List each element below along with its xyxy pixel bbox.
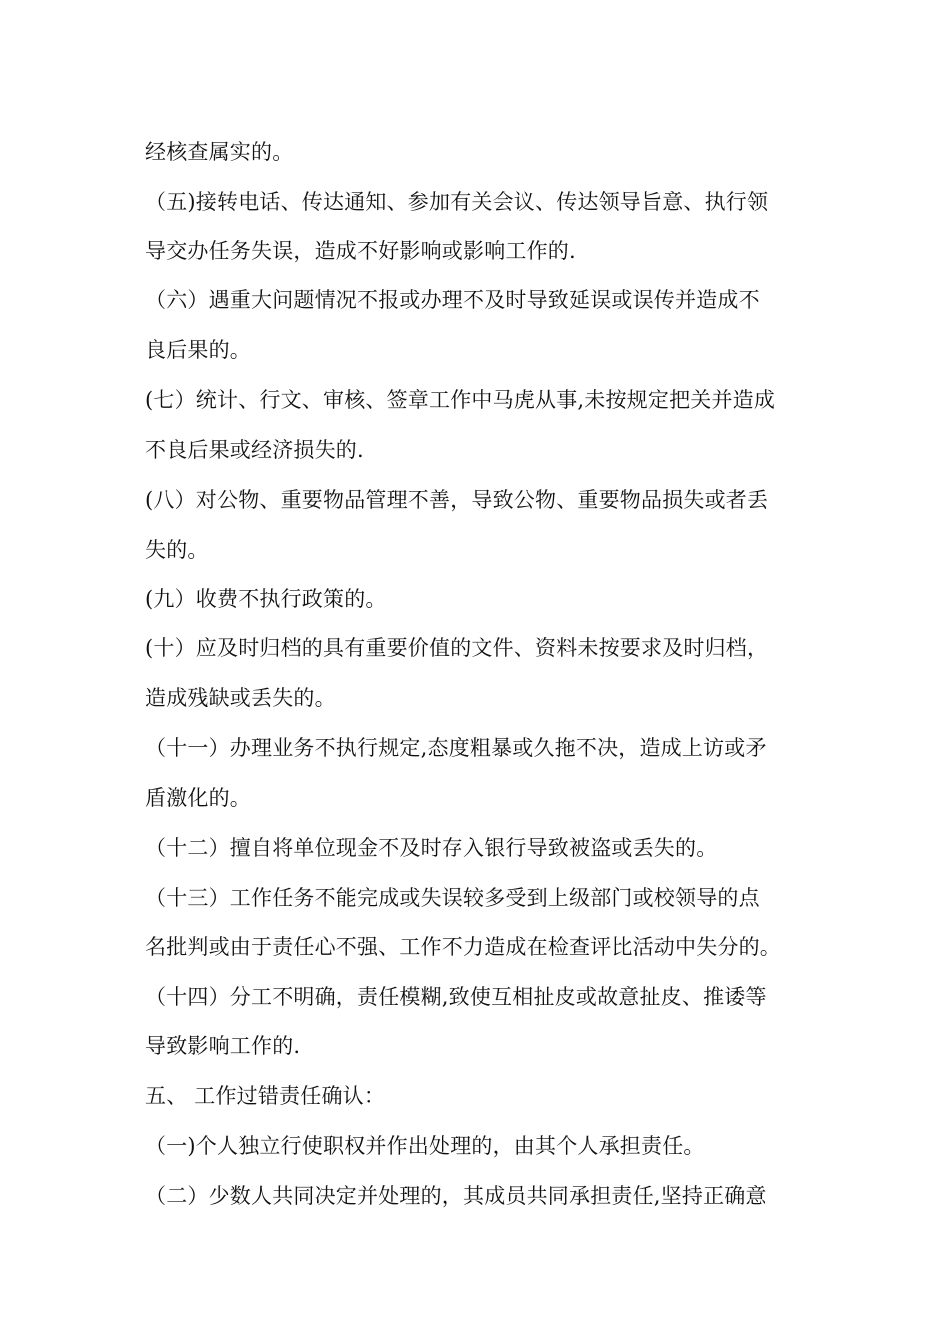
text-line: 导交办任务失误，造成不好影响或影响工作的. <box>145 239 576 263</box>
text-line: 良后果的。 <box>145 338 251 362</box>
text-line: 失的。 <box>145 538 209 562</box>
text-line: （十三）工作任务不能完成或失误较多受到上级部门或校领导的点 <box>145 886 760 910</box>
text-line: （二）少数人共同决定并处理的，其成员共同承担责任,坚持正确意 <box>145 1184 767 1208</box>
section-heading: 五、 工作过错责任确认： <box>145 1084 386 1108</box>
text-line: 不良后果或经济损失的. <box>145 438 364 462</box>
text-line: 名批判或由于责任心不强、工作不力造成在检查评比活动中失分的。 <box>145 935 781 959</box>
text-line: （十二）擅自将单位现金不及时存入银行导致被盗或丢失的。 <box>145 836 718 860</box>
text-line: （一)个人独立行使职权并作出处理的，由其个人承担责任。 <box>145 1134 705 1158</box>
text-line: (八）对公物、重要物品管理不善，导致公物、重要物品损失或者丢 <box>145 488 769 512</box>
text-line: 造成残缺或丢失的。 <box>145 686 336 710</box>
text-line: 导致影响工作的. <box>145 1034 301 1058</box>
text-line: （十四）分工不明确，责任模糊,致使互相扯皮或故意扯皮、推诿等 <box>145 985 767 1009</box>
text-line: (七）统计、行文、审核、签章工作中马虎从事,未按规定把关并造成 <box>145 388 776 412</box>
text-line: （六）遇重大问题情况不报或办理不及时导致延误或误传并造成不 <box>145 288 760 312</box>
text-line: (九）收费不执行政策的。 <box>145 587 387 611</box>
text-line: 盾激化的。 <box>145 786 251 810</box>
text-line: （五)接转电话、传达通知、参加有关会议、传达领导旨意、执行领 <box>145 190 769 214</box>
text-line: （十一）办理业务不执行规定,态度粗暴或久拖不决，造成上访或矛 <box>145 736 767 760</box>
text-line: (十）应及时归档的具有重要价值的文件、资料未按要求及时归档， <box>145 636 769 660</box>
text-line: 经核查属实的。 <box>145 140 294 164</box>
